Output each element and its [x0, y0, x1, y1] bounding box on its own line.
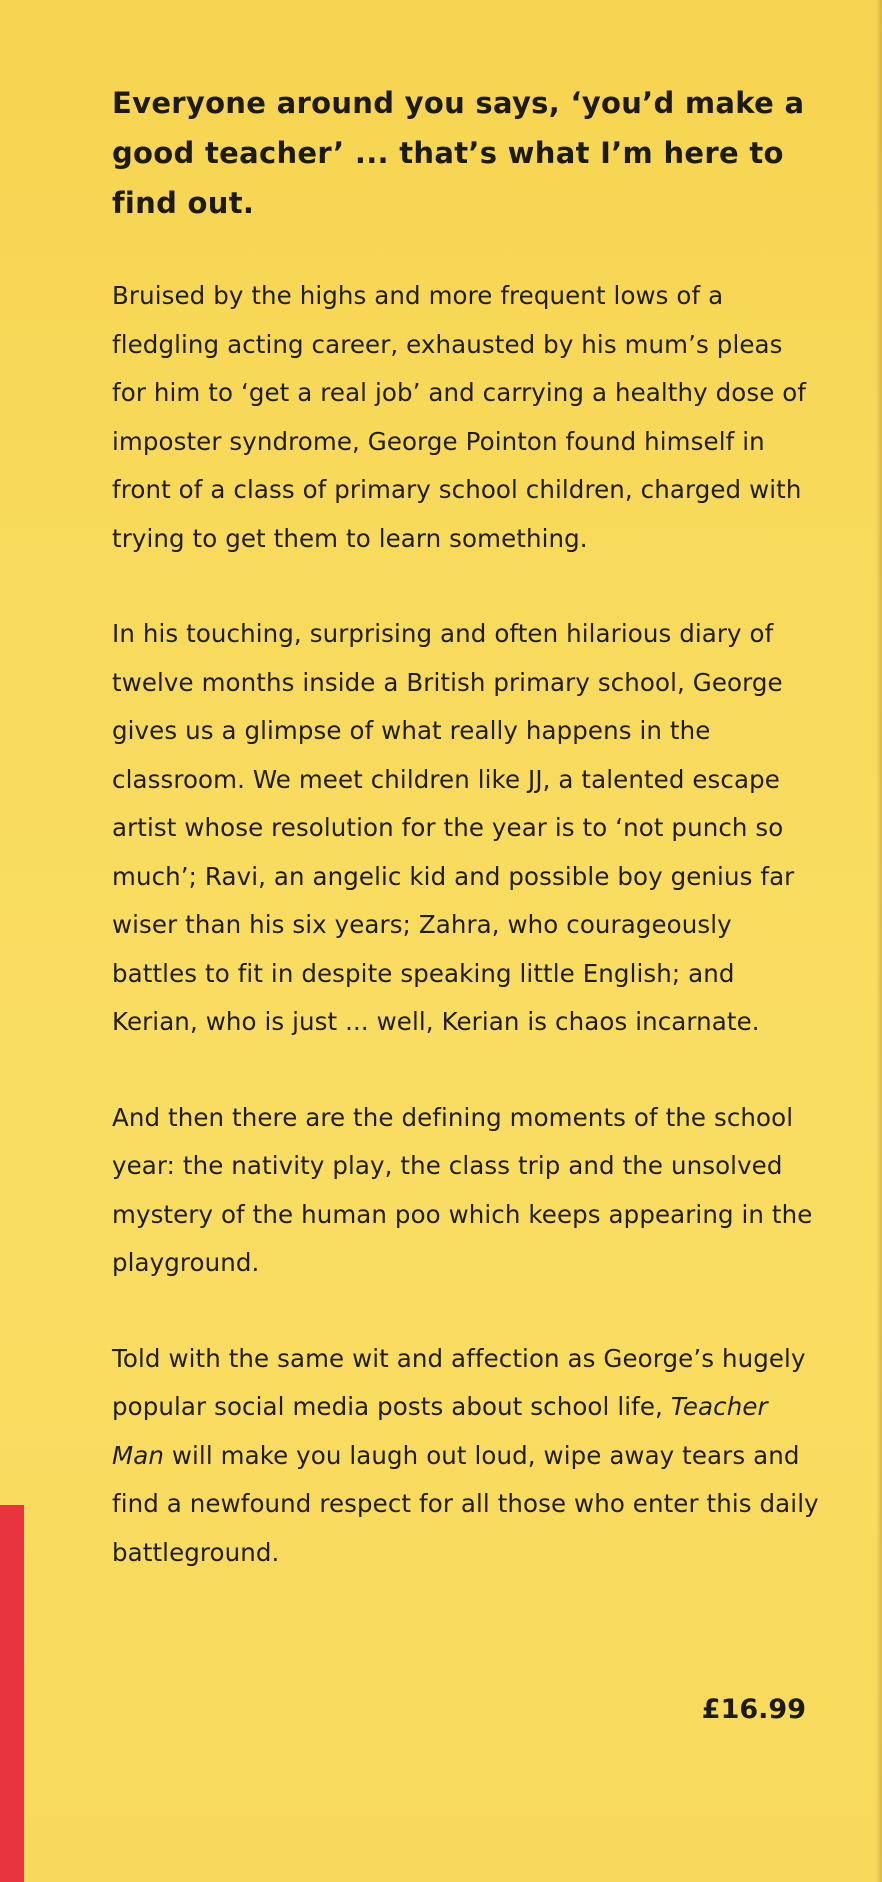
blurb-paragraph-1: Bruised by the highs and more frequent lows of a fledgling acting career, exhausted by his mum’s pleas for him to ‘get a real job’ and carrying a healthy dose of imposter syndrome, George Pointon found himself in front of a class of primary school children, charged with trying to get them to learn something. [112, 281, 807, 553]
blurb-paragraph-4-tail: will make you laugh out loud, wipe away tears and find a newfound respect for all those who enter this daily battleground. [112, 1440, 819, 1567]
blurb-headline: Everyone around you says, ‘you’d make a good teacher’ ... that’s what I’m here to find out. [112, 86, 805, 220]
blurb-paragraph-2: In his touching, surprising and often hilarious diary of twelve months inside a British primary school, George gives us a glimpse of what really happens in the classroom. We meet children like JJ, a talented escape artist whose resolution for the year is to ‘not punch so much’; Ravi, an angelic kid and possible boy genius far wiser than his six years; Zahra, who courageously battles to fit in despite speaking little English; and Kerian, who is just ... well, Kerian is chaos incarnate. [112, 619, 795, 1036]
cover-edge-shadow [876, 0, 882, 1882]
blurb-paragraph-4-lead: Told with the same wit and affection as George’s hugely popular social media posts about school life, [112, 1343, 806, 1421]
book-title-italic: Teacher Man [112, 1392, 768, 1470]
red-spine-tab [0, 1505, 24, 1882]
price-label: £16.99 [701, 1694, 806, 1725]
blurb-paragraph-3: And then there are the defining moments of the school year: the nativity play, the class trip and the unsolved mystery of the human poo which keeps appearing in the playground. [112, 1102, 813, 1277]
blurb-text-block [112, 78, 822, 1577]
blurb-paragraph-4 [112, 1335, 822, 1578]
